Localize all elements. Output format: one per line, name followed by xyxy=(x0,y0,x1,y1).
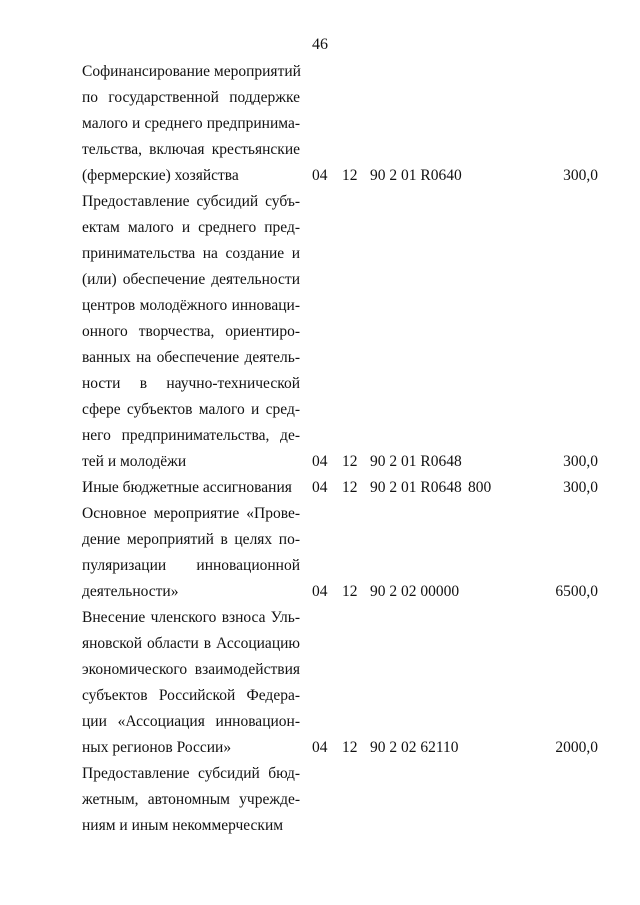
table-row xyxy=(0,59,640,189)
section-code: 04 xyxy=(312,453,328,470)
expense-type-code: 800 xyxy=(468,479,492,496)
amount-value: 300,0 xyxy=(563,167,598,184)
description-line: ектам малого и среднего пред- xyxy=(82,219,300,236)
subsection-code: 12 xyxy=(342,167,358,184)
section-code: 04 xyxy=(312,739,328,756)
description-line: Иные бюджетные ассигнования xyxy=(82,479,292,496)
subsection-code: 12 xyxy=(342,739,358,756)
section-code: 04 xyxy=(312,583,328,600)
table-row xyxy=(0,189,640,475)
description-line: малого и среднего предпринима- xyxy=(82,115,300,132)
description-line: (или) обеспечение деятельности xyxy=(82,271,300,288)
description-line: ции «Ассоциация инновацион- xyxy=(82,713,300,730)
description-line: сфере субъектов малого и сред- xyxy=(82,401,300,418)
description-line: тельства, включая крестьянские xyxy=(82,141,300,158)
subsection-code: 12 xyxy=(342,583,358,600)
section-code: 04 xyxy=(312,167,328,184)
row-description xyxy=(82,189,300,475)
target-article-code: 90 2 01 R0640 xyxy=(370,167,462,184)
description-line: жетным, автономным учрежде- xyxy=(82,791,300,808)
description-line: экономического взаимодействия xyxy=(82,661,300,678)
description-line: пуляризации инновационной xyxy=(82,557,300,574)
description-line: ности в научно-технической xyxy=(82,375,300,392)
row-codes xyxy=(0,475,640,501)
amount-value: 6500,0 xyxy=(555,583,598,600)
description-line: принимательства на создание и xyxy=(82,245,300,262)
description-line: Внесение членского взноса Уль- xyxy=(82,609,300,626)
target-article-code: 90 2 02 00000 xyxy=(370,583,460,600)
description-line: по государственной поддержке xyxy=(82,89,300,106)
table-row xyxy=(0,501,640,605)
target-article-code: 90 2 01 R0648 xyxy=(370,479,462,496)
subsection-code: 12 xyxy=(342,479,358,496)
description-line: деятельности» xyxy=(82,583,179,600)
amount-value: 2000,0 xyxy=(555,739,598,756)
description-line: ниям и иным некоммерческим xyxy=(82,817,284,834)
row-codes xyxy=(0,163,640,189)
row-codes xyxy=(0,735,640,761)
description-line: центров молодёжного инноваци- xyxy=(82,297,300,314)
description-line: ванных на обеспечение деятель- xyxy=(82,349,300,366)
description-line: ных регионов России» xyxy=(82,739,232,756)
table-row xyxy=(0,605,640,761)
target-article-code: 90 2 01 R0648 xyxy=(370,453,462,470)
table-row xyxy=(0,761,640,839)
description-line: Предоставление субсидий бюд- xyxy=(82,765,300,782)
section-code: 04 xyxy=(312,479,328,496)
amount-value: 300,0 xyxy=(563,453,598,470)
description-line: дение мероприятий в целях по- xyxy=(82,531,300,548)
page-number: 46 xyxy=(312,36,328,53)
row-codes xyxy=(0,813,640,839)
row-codes xyxy=(0,579,640,605)
description-line: тей и молодёжи xyxy=(82,453,187,470)
target-article-code: 90 2 02 62110 xyxy=(370,739,459,756)
description-line: Предоставление субсидий субъ- xyxy=(82,193,300,210)
description-line: Основное мероприятие «Прове- xyxy=(82,505,300,522)
description-line: Софинансирование мероприятий xyxy=(82,63,301,80)
amount-value: 300,0 xyxy=(563,479,598,496)
subsection-code: 12 xyxy=(342,453,358,470)
description-line: субъектов Российской Федера- xyxy=(82,687,300,704)
table-row xyxy=(0,475,640,501)
description-line: яновской области в Ассоциацию xyxy=(82,635,300,652)
description-line: него предпринимательства, де- xyxy=(82,427,300,444)
description-line: онного творчества, ориентиро- xyxy=(82,323,300,340)
description-line: (фермерские) хозяйства xyxy=(82,167,239,184)
row-codes xyxy=(0,449,640,475)
